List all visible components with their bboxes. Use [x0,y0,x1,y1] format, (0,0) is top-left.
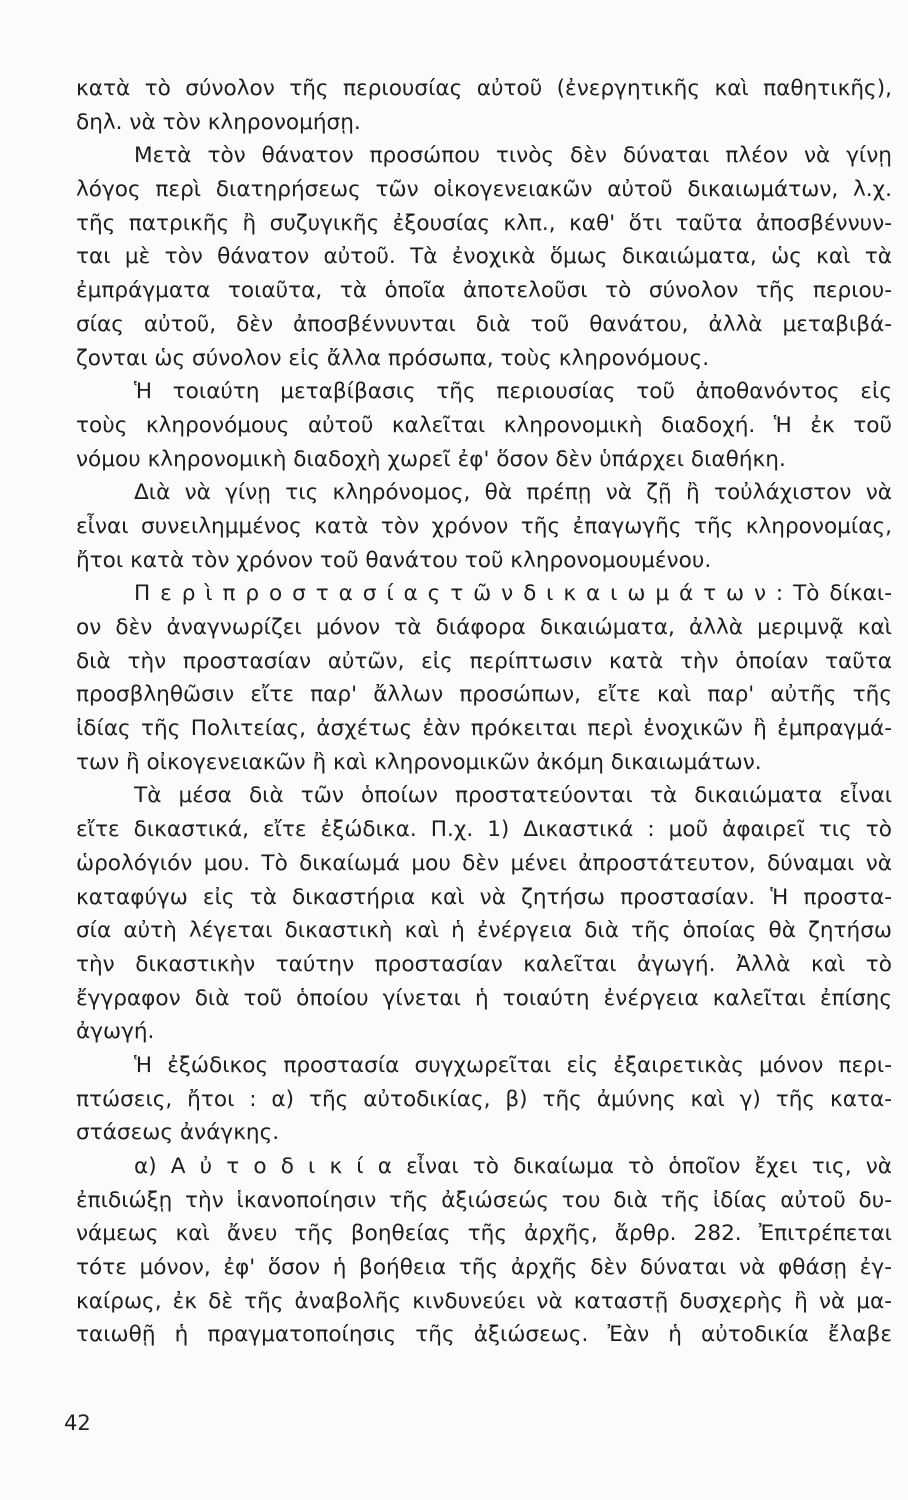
text-line: ἐπιδιώξῃ τὴν ἱκανοποίησιν τῆς ἀξιώσεώς του διὰ τῆς ἰδίας αὐτοῦ δυ- [76,1187,892,1213]
page-body-text [76,72,892,1352]
text-line: ται μὲ τὸν θάνατον αὐτοῦ. Τὰ ἐνοχικὰ ὅμως δικαιώματα, ὡς καὶ τὰ [76,244,892,270]
text-line: λόγος περὶ διατηρήσεως τῶν οἰκογενειακῶν αὐτοῦ δικαιωμάτων, λ.χ. [76,177,892,203]
paragraph-first-line: Τὰ μέσα διὰ τῶν ὁποίων προστατεύονται τὰ δικαιώματα εἶναι [134,783,892,809]
text-line: στάσεως ἀνάγκης. [76,1120,280,1146]
text-line: ἔγγραφον διὰ τοῦ ὁποίου γίνεται ἡ τοιαύτη ἐνέργεια καλεῖται ἐπίσης [76,985,892,1011]
text-line: σίας αὐτοῦ, δὲν ἀποσβέννυνται διὰ τοῦ θανάτου, ἀλλὰ μεταβιβά- [76,311,892,337]
text-line: πτώσεις, ἤτοι : α) τῆς αὐτοδικίας, β) τῆς ἀμύνης καὶ γ) τῆς κατα- [76,1086,892,1112]
text-line: εἶναι συνειλημμένος κατὰ τὸν χρόνον τῆς ἐπαγωγῆς τῆς κληρονομίας, [76,513,892,539]
page-number: 42 [64,1411,91,1435]
text-line: των ἢ οἰκογενειακῶν ἢ καὶ κληρονομικῶν ἀκόμη δικαιωμάτων. [76,749,762,775]
text-line: ἤτοι κατὰ τὸν χρόνον τοῦ θανάτου τοῦ κληρονομουμένου. [76,547,712,573]
text-line: διὰ τὴν προστασίαν αὐτῶν, εἰς περίπτωσιν κατὰ τὴν ὁποίαν ταῦτα [76,648,892,674]
text-line: ἀγωγή. [76,1019,155,1045]
text-line: τοὺς κληρονόμους αὐτοῦ καλεῖται κληρονομικὴ διαδοχή. Ἡ ἐκ τοῦ [76,412,892,438]
text-line: ζονται ὡς σύνολον εἰς ἄλλα πρόσωπα, τοὺς κληρονόμους. [76,345,710,371]
text-line: εἴτε δικαστικά, εἴτε ἐξώδικα. Π.χ. 1) Δικαστικά : μοῦ ἀφαιρεῖ τις τὸ [76,817,892,843]
text-line: τότε μόνον, ἐφ' ὅσον ἡ βοήθεια τῆς ἀρχῆς δὲν δύναται νὰ φθάσῃ ἐγ- [76,1255,892,1281]
text-line: ὡρολόγιόν μου. Τὸ δικαίωμά μου δὲν μένει ἀπροστάτευτον, δύναμαι νὰ [76,850,892,876]
text-line: ταιωθῇ ἡ πραγματοποίησις τῆς ἀξιώσεως. Ἐὰν ἡ αὐτοδικία ἔλαβε [76,1322,892,1348]
text-line: δηλ. νὰ τὸν κληρονομήσῃ. [76,109,361,135]
section-heading-line: Π ε ρ ὶ π ρ ο σ τ α σ ί α ς τ ῶ ν δ ι κ α ι ω μ ά τ ω ν : Τὸ δίκαι- [134,581,892,607]
paragraph-first-line: Διὰ νὰ γίνῃ τις κληρόνομος, θὰ πρέπῃ νὰ ζῇ ἢ τοὐλάχιστον νὰ [134,480,892,506]
text-line: τὴν δικαστικὴν ταύτην προστασίαν καλεῖται ἀγωγή. Ἀλλὰ καὶ τὸ [76,951,892,977]
text-line: τῆς πατρικῆς ἢ συζυγικῆς ἐξουσίας κλπ., καθ' ὅτι ταῦτα ἀποσβέννυν- [76,210,892,236]
text-line: ον δὲν ἀναγνωρίζει μόνον τὰ διάφορα δικαιώματα, ἀλλὰ μεριμνᾷ καὶ [76,615,892,640]
text-line: καταφύγω εἰς τὰ δικαστήρια καὶ νὰ ζητήσω προστασίαν. Ἡ προστα- [76,884,892,910]
text-line: ἰδίας τῆς Πολιτείας, ἀσχέτως ἐὰν πρόκειται περὶ ἐνοχικῶν ἢ ἐμπραγμά- [76,716,892,742]
paragraph-first-line: Ἡ ἐξώδικος προστασία συγχωρεῖται εἰς ἐξαιρετικὰς μόνον περι- [134,1052,892,1078]
paragraph-first-line: Ἡ τοιαύτη μεταβίβασις τῆς περιουσίας τοῦ ἀποθανόντος εἰς [134,379,892,405]
text-line: νάμεως καὶ ἄνευ τῆς βοηθείας τῆς ἀρχῆς, ἄρθρ. 282. Ἐπιτρέπεται [76,1221,892,1247]
paragraph-first-line: Μετὰ τὸν θάνατον προσώπου τινὸς δὲν δύναται πλέον νὰ γίνῃ [134,143,892,169]
text-line: καίρως, ἐκ δὲ τῆς ἀναβολῆς κινδυνεύει νὰ καταστῇ δυσχερὴς ἢ νὰ μα- [76,1288,892,1314]
text-line: προσβληθῶσιν εἴτε παρ' ἄλλων προσώπων, εἴτε καὶ παρ' αὐτῆς τῆς [76,682,892,708]
text-line: κατὰ τὸ σύνολον τῆς περιουσίας αὐτοῦ (ἐνεργητικῆς καὶ παθητικῆς), [76,76,892,101]
text-line: ἐμπράγματα τοιαῦτα, τὰ ὁποῖα ἀποτελοῦσι τὸ σύνολον τῆς περιου- [76,278,892,304]
subsection-heading-line: α) Α ὐ τ ο δ ι κ ί α εἶναι τὸ δικαίωμα τὸ ὁποῖον ἔχει τις, νὰ [134,1154,892,1179]
text-line: σία αὐτὴ λέγεται δικαστικὴ καὶ ἡ ἐνέργεια διὰ τῆς ὁποίας θὰ ζητήσω [76,918,892,944]
text-line: νόμου κληρονομικὴ διαδοχὴ χωρεῖ ἐφ' ὅσον δὲν ὑπάρχει διαθήκη. [76,446,786,472]
